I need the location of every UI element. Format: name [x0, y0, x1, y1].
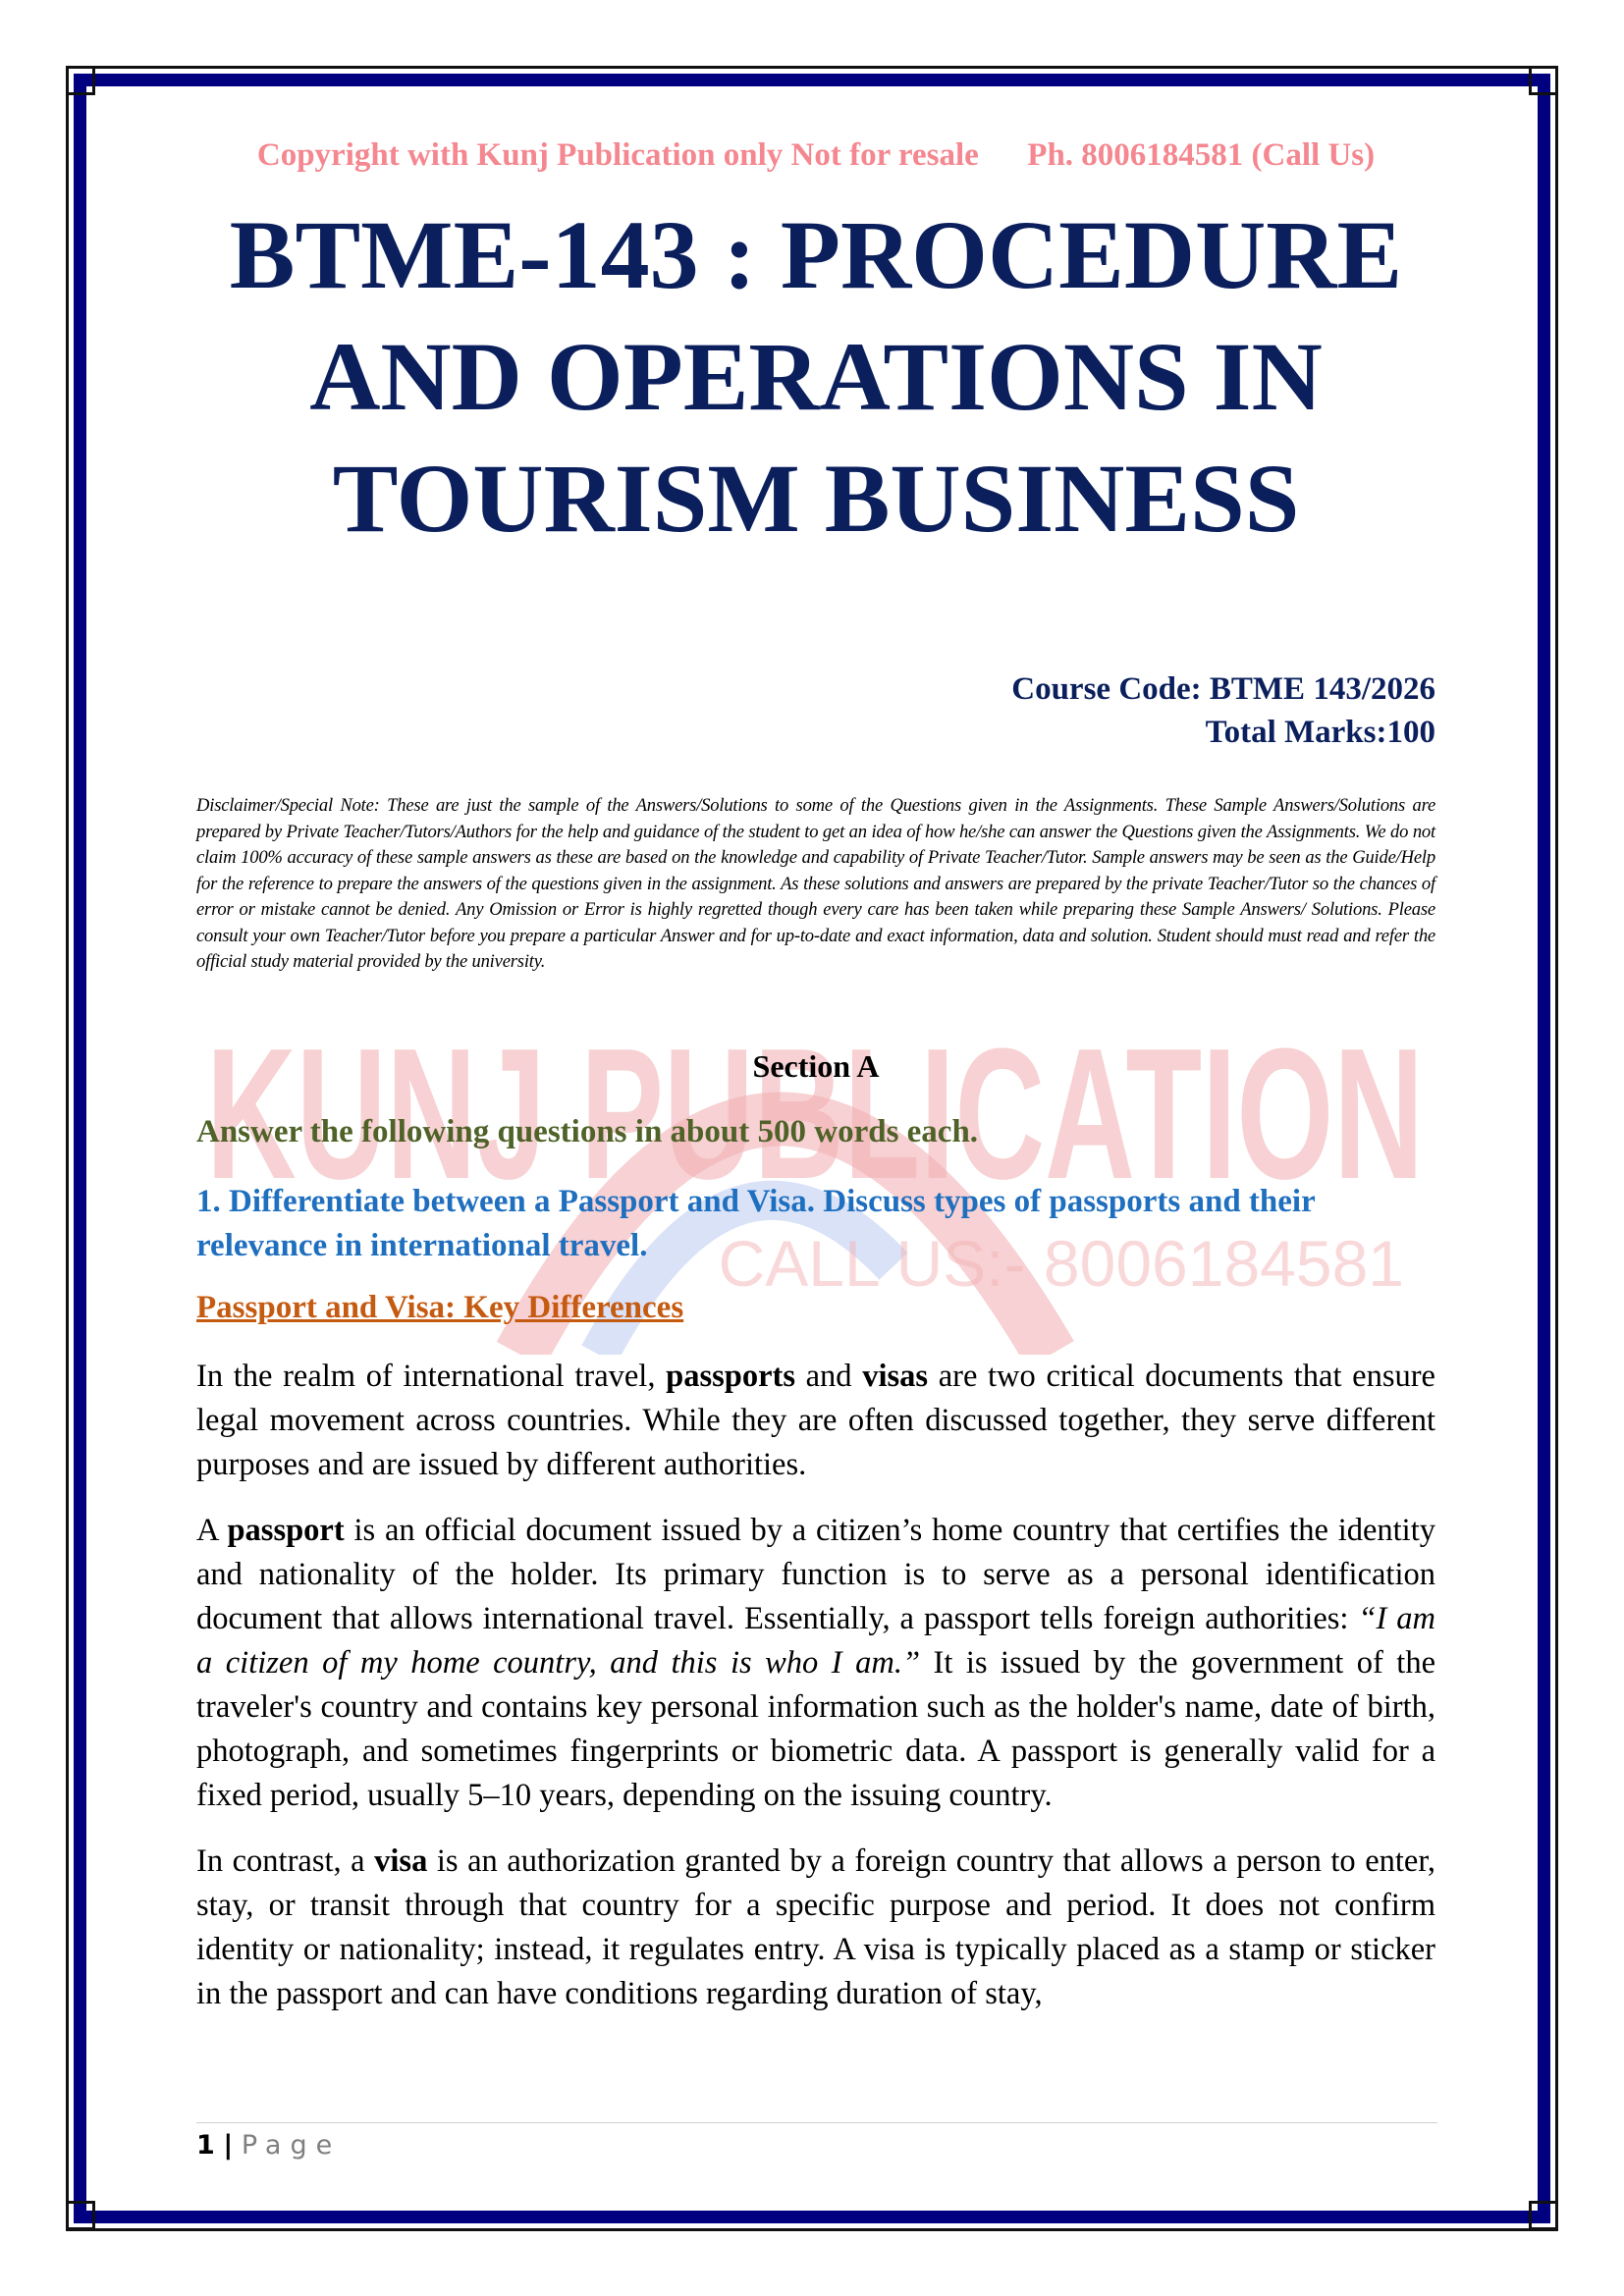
text: It is issued by the government of the traveler's country and contains key personal information such as the holder's name, date of birth, photograph, and sometimes fingerprints or biometric data. A passport is generally valid for a fixed period, usually 5–10 years, depending on the issuing country.	[196, 1645, 1435, 1813]
corner-ornament	[1529, 66, 1558, 95]
disclaimer: Disclaimer/Special Note: These are just the sample of the Answers/Solutions to some of the Questions given in the Assignments. These Sample Answers/Solutions are prepared by Private Teacher/Tutors/Authors for the help and guidance of the student to get an idea of how he/she can answer the Questions given the Assignments. We do not claim 100% accuracy of these sample answers as these are based on the knowledge and capability of Private Teacher/Tutor. Sample answers may be seen as the Guide/Help for the reference to prepare the answers of the questions given in the assignment. As these solutions and answers are prepared by the private Teacher/Tutor so the chances of error or mistake cannot be denied. Any Omission or Error is highly regretted though every care has been taken while preparing these Sample Answers/ Solutions. Please consult your own Teacher/Tutor before you prepare a particular Answer and for up-to-date and exact information, data and solution. Student should must read and refer the official study material provided by the university.	[196, 795, 1435, 972]
course-code: Course Code: BTME 143/2026	[1011, 671, 1435, 707]
copyright-text: Copyright with Kunj Publication only Not for resale	[256, 137, 979, 173]
quote: “I am a citizen of my home country, and this is who I am.”	[196, 1601, 1435, 1681]
instruction: Answer the following questions in about 500 words each.	[196, 1114, 979, 1149]
page-number: 1	[196, 2130, 215, 2161]
page-footer	[196, 2130, 341, 2161]
bold-term: passports	[666, 1359, 795, 1394]
copyright-header	[196, 137, 1435, 174]
paragraph	[196, 1840, 1435, 2016]
title-line: BTME-143 : PROCEDURE	[229, 200, 1403, 309]
subheading: Passport and Visa: Key Differences	[196, 1290, 684, 1325]
body-text	[196, 1355, 1435, 2038]
paragraph	[196, 1509, 1435, 1818]
corner-ornament	[66, 2201, 95, 2230]
text: A	[196, 1513, 228, 1548]
page-label: Page	[241, 2130, 342, 2161]
bold-term: visas	[862, 1359, 929, 1394]
text: is an authorization granted by a foreign country that allows a person to enter, stay, or transit through that country for a specific purpose and period. It does not confirm identity or nationality; instead, it regulates entry. A visa is typically placed as a stamp or sticker in the passport and can have conditions regarding duration of stay,	[196, 1843, 1435, 2011]
text: is an official document issued by a citizen’s home country that certifies the identity and nationality of the holder. Its primary function is to serve as a personal identification document that allows international travel. Essentially, a passport tells foreign authorities:	[196, 1513, 1435, 1636]
paragraph	[196, 1355, 1435, 1487]
text: and	[794, 1359, 863, 1394]
document-title	[196, 194, 1435, 560]
question: 1. Differentiate between a Passport and Visa. Discuss types of passports and their relevance in international travel.	[196, 1184, 1316, 1263]
text: In the realm of international travel,	[196, 1359, 667, 1394]
total-marks: Total Marks:100	[1205, 715, 1435, 750]
title-line: TOURISM BUSINESS	[332, 444, 1300, 553]
title-line: AND OPERATIONS IN	[309, 322, 1323, 431]
footer-divider	[196, 2122, 1437, 2123]
separator: |	[223, 2130, 234, 2161]
text: are two critical documents that ensure legal movement across countries. While they are often discussed together, they serve different purposes and are issued by different authorities.	[196, 1359, 1435, 1482]
watermark-brand: KUNJ PUBLICATION	[206, 1010, 1424, 1218]
course-info	[1011, 667, 1435, 754]
phone-text: Ph. 8006184581 (Call Us)	[1027, 137, 1376, 173]
watermark-call: CALL US:- 8006184581	[718, 1227, 1404, 1300]
text: In contrast, a	[196, 1843, 375, 1879]
section-heading: Section A	[752, 1048, 880, 1084]
corner-ornament	[66, 66, 95, 95]
bold-term: passport	[227, 1513, 345, 1548]
corner-ornament	[1529, 2201, 1558, 2230]
bold-term: visa	[374, 1843, 428, 1879]
